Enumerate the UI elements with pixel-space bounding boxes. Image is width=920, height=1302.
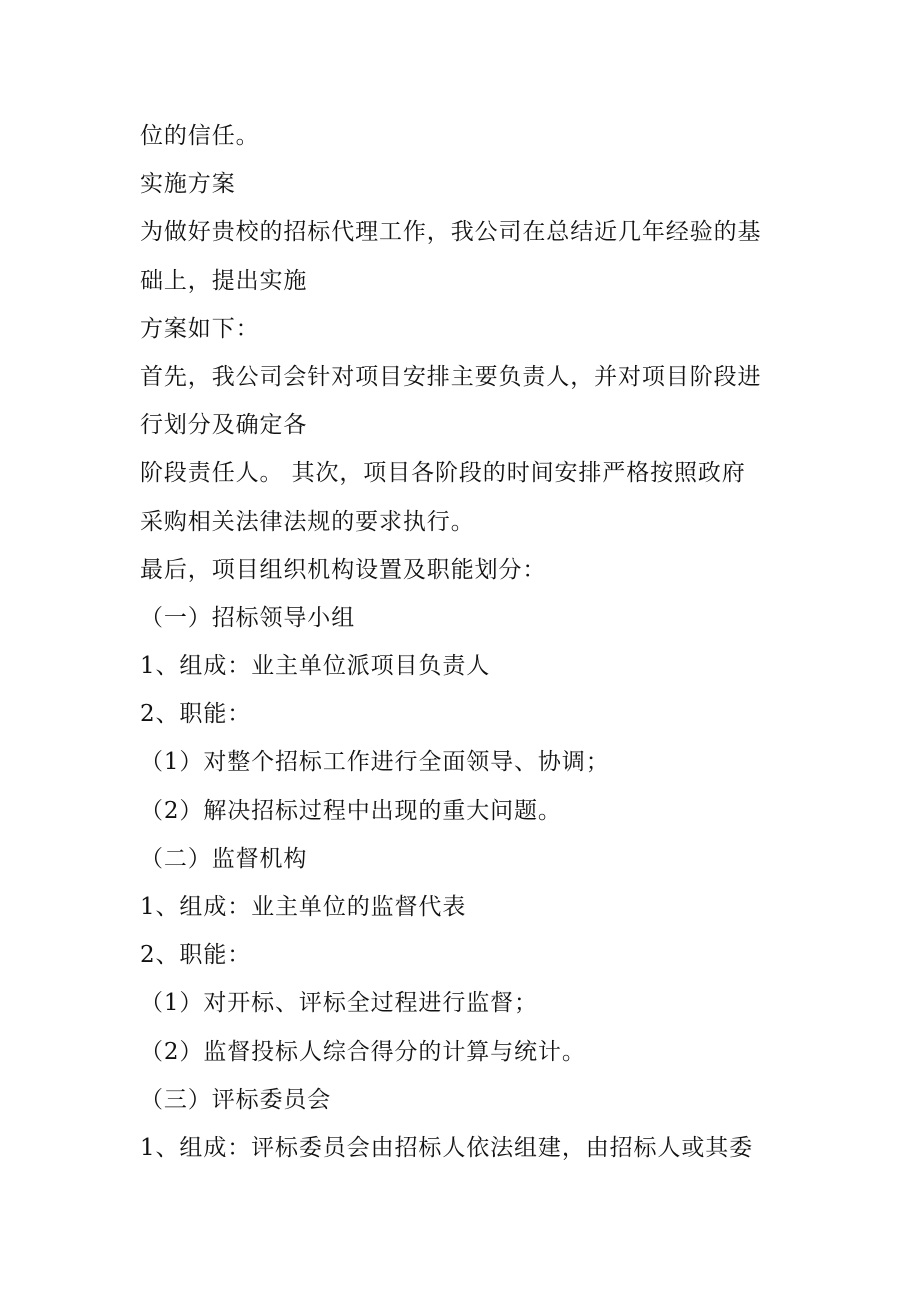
section-heading: 实施方案 <box>140 171 236 198</box>
text-line: 采购相关法律法规的要求执行。 <box>140 508 475 535</box>
list-item: （2）监督投标人综合得分的计算与统计。 <box>140 1038 586 1065</box>
list-item: （2）解决招标过程中出现的重大问题。 <box>140 797 562 824</box>
text-line: 行划分及确定各 <box>140 412 308 439</box>
list-item: 1、组成：评标委员会由招标人依法组建，由招标人或其委 <box>140 1134 754 1161</box>
document-body <box>140 112 785 1172</box>
subsection-heading: （三）评标委员会 <box>140 1086 332 1113</box>
text-line: 阶段责任人。 其次，项目各阶段的时间安排严格按照政府 <box>140 460 746 487</box>
text-line: 础上，提出实施 <box>140 267 308 294</box>
subsection-heading: （一）招标领导小组 <box>140 604 356 631</box>
list-item: （1）对整个招标工作进行全面领导、协调； <box>140 749 610 776</box>
subsection-heading: （二）监督机构 <box>140 845 308 872</box>
text-line: 为做好贵校的招标代理工作，我公司在总结近几年经验的基 <box>140 219 762 246</box>
text-line: 首先，我公司会针对项目安排主要负责人，并对项目阶段进 <box>140 363 762 390</box>
list-item: （1）对开标、评标全过程进行监督； <box>140 990 538 1017</box>
list-item: 2、职能： <box>140 942 252 969</box>
text-line: 方案如下： <box>140 315 260 342</box>
list-item: 2、职能： <box>140 701 252 728</box>
text-line: 位的信任。 <box>140 123 260 149</box>
list-item: 1、组成：业主单位派项目负责人 <box>140 653 491 680</box>
text-line: 最后，项目组织机构设置及职能划分： <box>140 556 547 583</box>
list-item: 1、组成：业主单位的监督代表 <box>140 894 467 920</box>
